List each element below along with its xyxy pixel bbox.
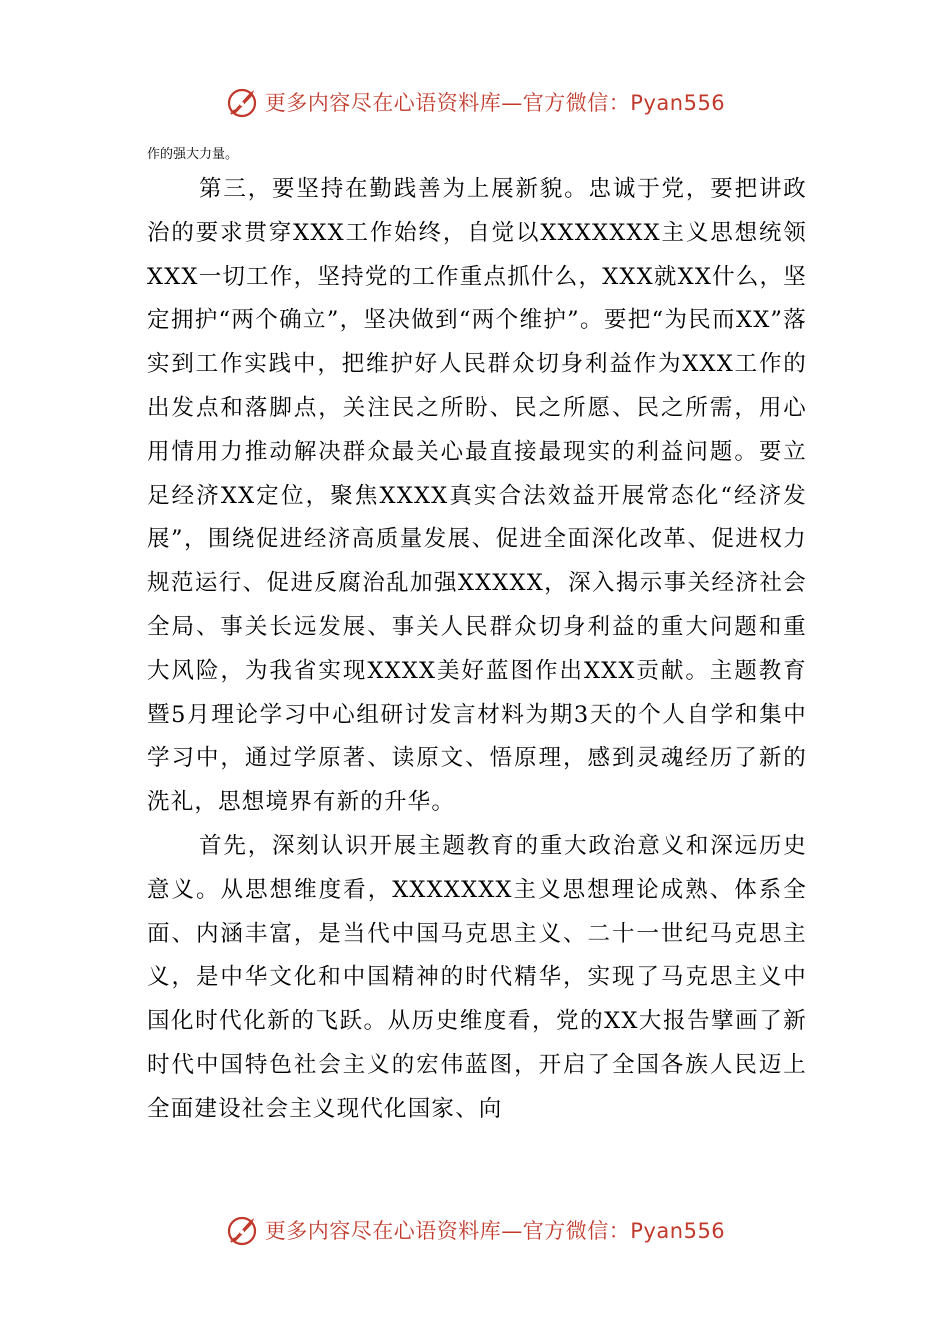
footer-watermark-banner xyxy=(0,1210,950,1250)
footer-banner-text: 更多内容尽在心语资料库—官方微信：Pyan556 xyxy=(264,1219,726,1243)
pen-nib-circle-icon xyxy=(225,84,261,120)
continued-fragment-line: 作的强大力量。 xyxy=(147,147,239,162)
header-banner-text: 更多内容尽在心语资料库—官方微信：Pyan556 xyxy=(264,91,726,115)
pen-nib-circle-icon xyxy=(225,1212,261,1248)
header-watermark-banner xyxy=(0,82,950,122)
paragraph-third-point: 第三，要坚持在勤践善为上展新貌。忠诚于党，要把讲政治的要求贯穿XXX工作始终，自觉以XXXXXXX主义思想统领XXX一切工作，坚持党的工作重点抓什么，XXX就XX什么，坚定拥护“两个确立”，坚决做到“两个维护”。要把“为民而XX”落实到工作实践中，把维护好人民群众切身利益作为XXX工作的出发点和落脚点，关注民之所盼、民之所愿、民之所需，用心用情用力推动解决群众最关心最直接最现实的利益问题。要立足经济XX定位，聚焦XXXX真实合法效益开展常态化“经济发展”，围绕促进经济高质量发展、促进全面深化改革、促进权力规范运行、促进反腐治乱加强XXXXX，深入揭示事关经济社会全局、事关长远发展、事关人民群众切身利益的重大问题和重大风险，为我省实现XXXX美好蓝图作出XXX贡献。主题教育暨5月理论学习中心组研讨发言材料为期3天的个人自学和集中学习中，通过学原著、读原文、悟原理，感到灵魂经历了新的洗礼，思想境界有新的升华。 xyxy=(147,176,807,816)
paragraph-first-point: 首先，深刻认识开展主题教育的重大政治意义和深远历史意义。从思想维度看，XXXXXXX主义思想理论成熟、体系全面、内涵丰富，是当代中国马克思主义、二十一世纪马克思主义，是中华文化和中国精神的时代精华，实现了马克思主义中国化时代化新的飞跃。从历史维度看，党的XX大报告擘画了新时代中国特色社会主义的宏伟蓝图，开启了全国各族人民迈上全面建设社会主义现代化国家、向 xyxy=(147,832,807,1122)
document-body xyxy=(147,168,807,1132)
